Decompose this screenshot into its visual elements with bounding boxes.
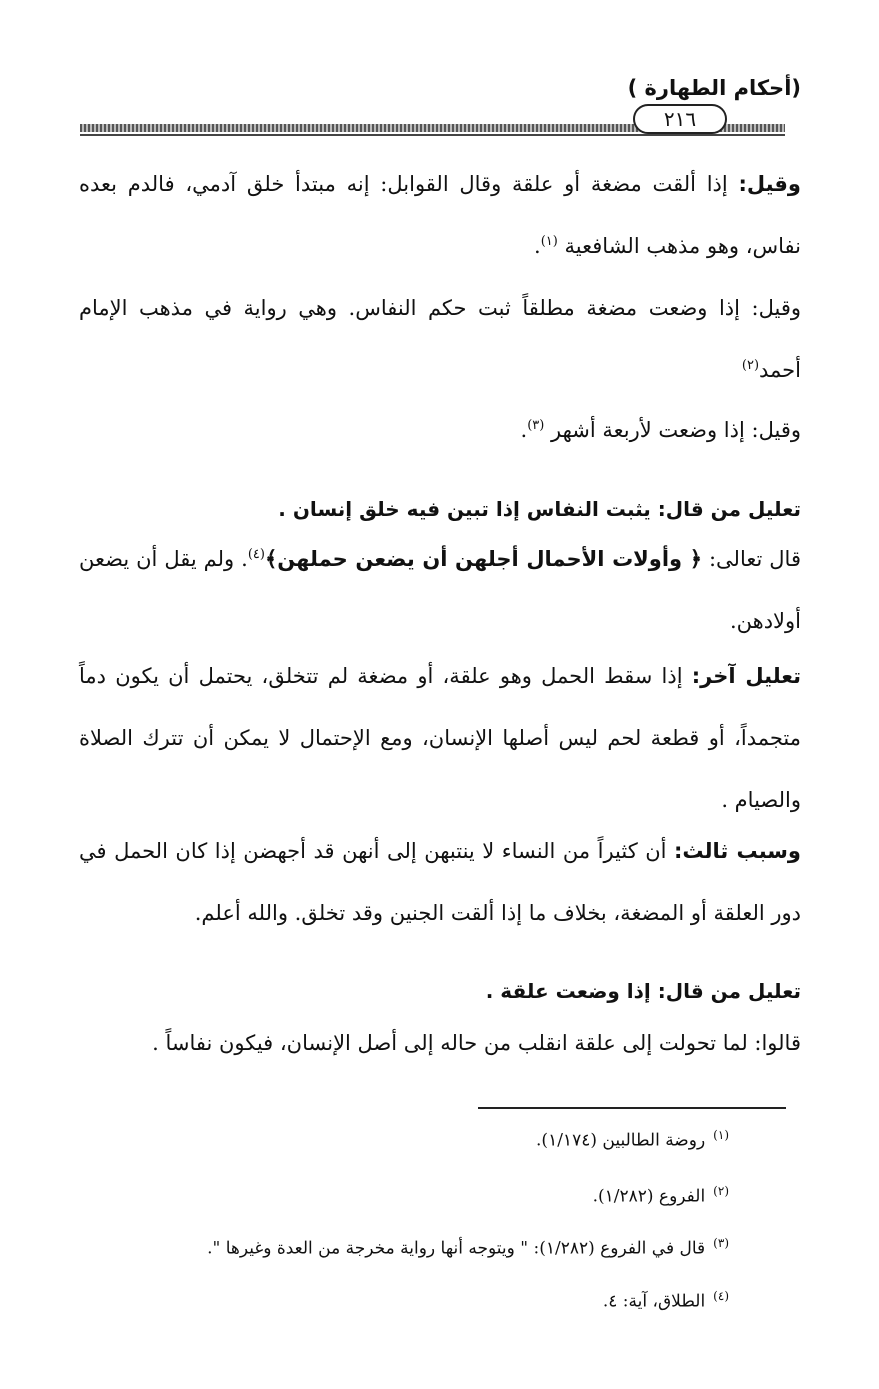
- paragraph-5: [79, 645, 801, 831]
- paragraph-7: [79, 1012, 801, 1074]
- footnote-text: قال في الفروع (١/٢٨٢): " ويتوجه أنها رواية مخرجة من العدة وغيرها ".: [207, 1238, 706, 1259]
- footnote-3: [89, 1236, 729, 1259]
- paragraph-lead: تعليل آخر:: [691, 664, 802, 688]
- paragraph-3: [79, 399, 801, 461]
- footnote-mark: (٣): [713, 1236, 729, 1250]
- paragraph-4: [79, 528, 801, 652]
- paragraph-text: قال تعالى:: [702, 547, 801, 571]
- footnote-text: الفروع (١/٢٨٢).: [592, 1186, 706, 1207]
- heading-text: إذا وضعت علقة .: [485, 979, 658, 1003]
- page-number: ٢١٦: [633, 104, 727, 134]
- footnote-mark: (٢): [713, 1184, 729, 1198]
- page-header: [0, 0, 879, 140]
- paragraph-text: إذا ألقت مضغة أو علقة وقال القوابل: إنه مبتدأ خلق آدمي، فالدم بعده نفاس، وهو مذهب الشافعية: [79, 172, 801, 258]
- paragraph-text: وقيل: إذا وضعت مضغة مطلقاً ثبت حكم النفاس. وهي رواية في مذهب الإمام أحمد: [79, 296, 801, 382]
- paragraph-text-after: . ولم يقل أن يضعن أولادهن.: [79, 547, 801, 633]
- footnote-mark: (١): [713, 1128, 729, 1142]
- footnote-2: [89, 1184, 729, 1207]
- footnote-4: [89, 1289, 729, 1312]
- paragraph-lead: وقيل:: [738, 172, 801, 196]
- footnote-ref: (٣): [527, 418, 545, 433]
- paragraph-end: .: [534, 234, 541, 258]
- paragraph-1: [79, 153, 801, 277]
- heading-lead: تعليل من قال:: [657, 979, 801, 1003]
- header-rule: [80, 134, 785, 136]
- footnote-text: الطلاق، آية: ٤.: [602, 1291, 706, 1312]
- paragraph-text: إذا سقط الحمل وهو علقة، أو مضغة لم تتخلق، يحتمل أن يكون دماً متجمداً، أو قطعة لحم ليس أصلها الإنسان، ومع الإحتمال لا يمكن أن تترك الصلاة والصيام .: [79, 664, 801, 812]
- footnote-mark: (٤): [713, 1289, 729, 1303]
- quranic-verse: ﴿ وأولات الأحمال أجلهن أن يضعن حملهن﴾: [264, 547, 703, 571]
- footnote-ref: (٤): [247, 547, 265, 562]
- footnote-ref: (١): [540, 234, 558, 249]
- paragraph-end: .: [520, 418, 528, 442]
- paragraph-6: [79, 820, 801, 944]
- footnote-ref: (٢): [741, 358, 760, 373]
- paragraph-text: أن كثيراً من النساء لا ينتبهن إلى أنهن قد أجهضن إذا كان الحمل في دور العلقة أو المضغة، بخلاف ما إذا ألقت الجنين وقد تخلق. والله أعلم.: [79, 839, 801, 925]
- footnote-text: روضة الطالبين (١/١٧٤).: [536, 1130, 706, 1151]
- footnote-1: [89, 1128, 729, 1151]
- paragraph-text: قالوا: لما تحولت إلى علقة انقلب من حاله إلى أصل الإنسان، فيكون نفاساً .: [152, 1031, 801, 1055]
- paragraph-lead: وسبب ثالث:: [674, 839, 801, 863]
- paragraph-text: وقيل: إذا وضعت لأربعة أشهر: [544, 418, 801, 442]
- paragraph-2: [79, 277, 801, 401]
- heading-lead: تعليل من قال:: [657, 497, 801, 521]
- running-title: (أحكام الطهارة ): [627, 76, 801, 100]
- heading-text: يثبت النفاس إذا تبين فيه خلق إنسان .: [278, 497, 658, 521]
- footnote-separator: [478, 1107, 786, 1109]
